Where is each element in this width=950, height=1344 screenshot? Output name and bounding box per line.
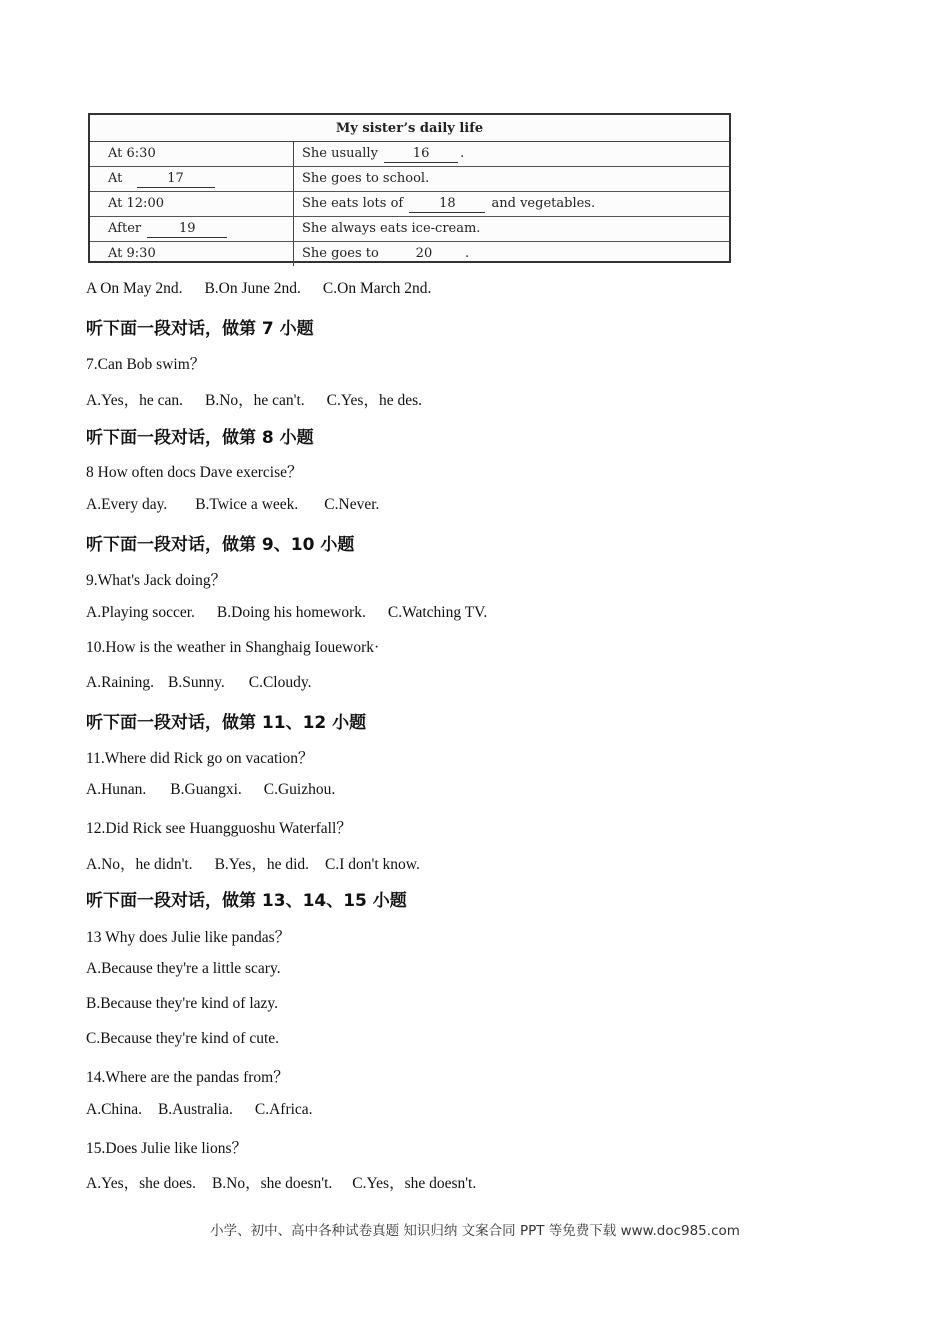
option-b: B.Sunny. bbox=[168, 674, 225, 691]
option-a: A.Playing soccer. bbox=[86, 604, 195, 621]
activity-text: She eats lots of bbox=[302, 196, 404, 211]
q7-options bbox=[86, 388, 422, 410]
option-a: A.Every day. bbox=[86, 496, 168, 513]
option-c: C.Yes，he des. bbox=[326, 392, 422, 409]
table-cell-time bbox=[90, 217, 294, 241]
option-c: C.Yes，she doesn't. bbox=[352, 1175, 477, 1192]
table-cell-time bbox=[90, 192, 294, 216]
question-8: 8 How often docs Dave exercise？ bbox=[86, 464, 303, 481]
activity-text: She goes to bbox=[302, 246, 379, 261]
option-b: B.Doing his homework. bbox=[216, 604, 366, 621]
option-a: A.Hunan. bbox=[86, 781, 147, 798]
option-c: C.Watching TV. bbox=[387, 604, 488, 621]
option-a: A.Raining. bbox=[86, 674, 155, 691]
activity-suffix: . bbox=[460, 146, 465, 161]
question-13: 13 Why does Julie like pandas？ bbox=[86, 929, 291, 946]
section-heading: 听下面一段对话，做第 9、10 小题 bbox=[86, 535, 355, 555]
question-7: 7.Can Bob swim？ bbox=[86, 356, 206, 373]
table-cell-time bbox=[90, 142, 294, 166]
option-b: B.No，he can't. bbox=[205, 392, 305, 409]
q8-options bbox=[86, 496, 379, 514]
blank-18: 18 bbox=[409, 196, 485, 213]
option-c: C.Africa. bbox=[254, 1101, 313, 1118]
option-a: A.No，he didn't. bbox=[86, 856, 193, 873]
question-10: 10.How is the weather in Shanghaig Iouework· bbox=[86, 639, 380, 656]
q12-options bbox=[86, 852, 420, 874]
option-a: A.Yes，he can. bbox=[86, 392, 184, 409]
q6-options bbox=[86, 280, 431, 298]
option-c: C.Guizhou. bbox=[263, 781, 336, 798]
table-cell-activity bbox=[294, 167, 729, 191]
section-heading: 听下面一段对话，做第 8 小题 bbox=[86, 428, 314, 448]
table-row bbox=[90, 167, 729, 192]
time-text: After bbox=[108, 221, 142, 236]
option-b: B.Yes，he did. bbox=[214, 856, 310, 873]
option-c: C.Never. bbox=[324, 496, 380, 513]
blank-20: 20 bbox=[385, 246, 463, 263]
q9-options bbox=[86, 604, 487, 622]
option-a: A On May 2nd. bbox=[86, 280, 183, 297]
q13-option-c: C.Because they're kind of cute. bbox=[86, 1030, 280, 1047]
activity-suffix: . bbox=[464, 246, 470, 261]
blank-19: 19 bbox=[147, 221, 227, 238]
activity-text: She always eats ice-cream. bbox=[302, 221, 481, 236]
blank-17: 17 bbox=[137, 171, 215, 188]
option-b: B.Guangxi. bbox=[170, 781, 242, 798]
table-cell-time bbox=[90, 242, 294, 266]
q15-options bbox=[86, 1171, 476, 1193]
option-b: B.On June 2nd. bbox=[204, 280, 301, 297]
page-footer: 小学、初中、高中各种试卷真题 知识归纳 文案合同 PPT 等免费下载 www.doc985.com bbox=[210, 1223, 740, 1239]
option-b: B.Twice a week. bbox=[195, 496, 299, 513]
table-row bbox=[90, 217, 729, 242]
table-row bbox=[90, 242, 729, 266]
question-11: 11.Where did Rick go on vacation？ bbox=[86, 750, 314, 767]
time-text: At bbox=[108, 171, 123, 186]
option-a: A.Yes，she does. bbox=[86, 1175, 196, 1192]
blank-16: 16 bbox=[384, 146, 458, 163]
activity-suffix: and vegetables. bbox=[491, 196, 596, 211]
q10-options bbox=[86, 674, 311, 692]
time-text: At 12:00 bbox=[108, 196, 164, 211]
q11-options bbox=[86, 781, 335, 799]
table-cell-time bbox=[90, 167, 294, 191]
option-c: C.I don't know. bbox=[325, 856, 420, 873]
question-15: 15.Does Julie like lions？ bbox=[86, 1140, 248, 1157]
time-text: At 6:30 bbox=[108, 146, 156, 161]
question-12: 12.Did Rick see Huangguoshu Waterfall？ bbox=[86, 820, 352, 837]
table-row bbox=[90, 192, 729, 217]
q14-options bbox=[86, 1101, 313, 1119]
question-9: 9.What's Jack doing？ bbox=[86, 572, 227, 589]
activity-text: She usually bbox=[302, 146, 378, 161]
q13-option-a: A.Because they're a little scary. bbox=[86, 960, 281, 977]
daily-life-table bbox=[88, 113, 731, 263]
option-a: A.China. bbox=[86, 1101, 142, 1118]
table-title: My sister’s daily life bbox=[90, 115, 729, 142]
table-row bbox=[90, 142, 729, 167]
option-c: C.On March 2nd. bbox=[322, 280, 432, 297]
table-cell-activity bbox=[294, 192, 729, 216]
section-heading: 听下面一段对话，做第 13、14、15 小题 bbox=[86, 891, 407, 911]
option-b: B.Australia. bbox=[157, 1101, 233, 1118]
table-cell-activity bbox=[294, 217, 729, 241]
section-heading: 听下面一段对话，做第 7 小题 bbox=[86, 319, 314, 339]
section-heading: 听下面一段对话，做第 11、12 小题 bbox=[86, 713, 367, 733]
option-c: C.Cloudy. bbox=[248, 674, 312, 691]
activity-text: She goes to school. bbox=[302, 171, 430, 186]
option-b: B.No，she doesn't. bbox=[211, 1175, 333, 1192]
table-cell-activity bbox=[294, 242, 729, 266]
question-14: 14.Where are the pandas from？ bbox=[86, 1069, 289, 1086]
time-text: At 9:30 bbox=[108, 246, 156, 261]
table-cell-activity bbox=[294, 142, 729, 166]
q13-option-b: B.Because they're kind of lazy. bbox=[86, 995, 279, 1012]
